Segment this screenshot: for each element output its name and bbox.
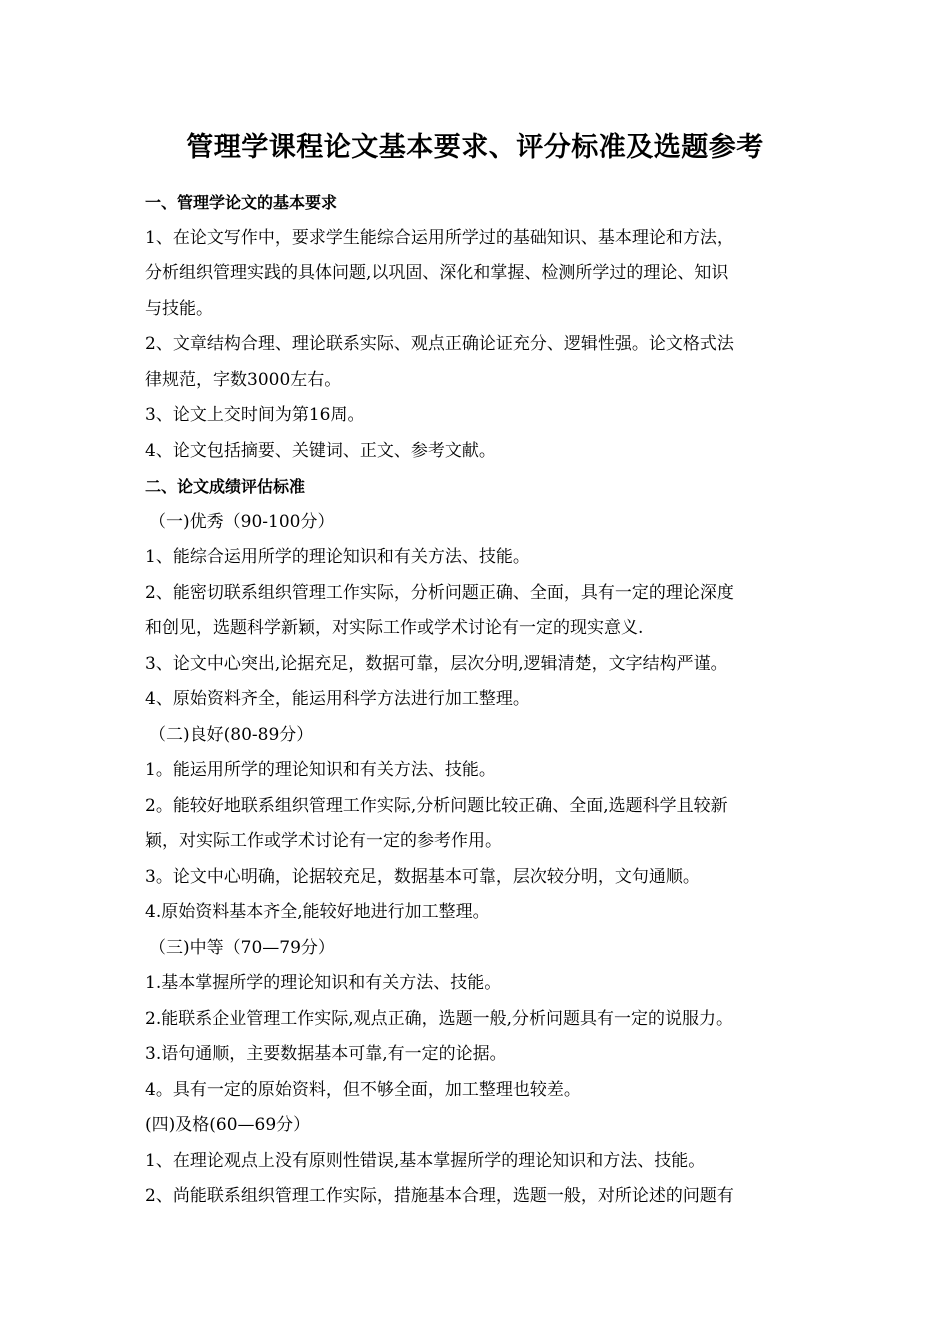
grade-subheading: （一)优秀（90-100分） (149, 511, 335, 532)
document-title: 管理学课程论文基本要求、评分标准及选题参考 (186, 132, 764, 163)
paragraph-line: 分析组织管理实践的具体问题,以巩固、深化和掌握、检测所学过的理论、知识 (145, 263, 729, 283)
paragraph-line: 4、论文包括摘要、关键词、正文、参考文献。 (145, 440, 496, 461)
paragraph-line: 4。具有一定的原始资料，但不够全面，加工整理也较差。 (145, 1079, 581, 1100)
paragraph-line: 4、原始资料齐全，能运用科学方法进行加工整理。 (145, 689, 530, 709)
paragraph-line: 3.语句通顺，主要数据基本可靠,有一定的论据。 (145, 1044, 507, 1064)
paragraph-line: (四)及格(60—69分） (145, 1115, 311, 1135)
document-body (145, 185, 810, 1215)
paragraph-line: 1.基本掌握所学的理论知识和有关方法、技能。 (145, 973, 502, 993)
paragraph-line: 1。能运用所学的理论知识和有关方法、技能。 (145, 760, 496, 780)
paragraph-line: 1、能综合运用所学的理论知识和有关方法、技能。 (145, 547, 530, 567)
grade-subheading: （二)良好(80-89分） (149, 724, 314, 745)
paragraph-line: 1、在理论观点上没有原则性错误,基本掌握所学的理论知识和方法、技能。 (145, 1150, 706, 1171)
paragraph-line: 2、文章结构合理、理论联系实际、观点正确论证充分、逻辑性强。论文格式法 (145, 334, 734, 354)
paragraph-line: 2。能较好地联系组织管理工作实际,分析问题比较正确、全面,选题科学且较新 (145, 795, 728, 816)
section-heading: 二、论文成绩评估标准 (145, 477, 306, 496)
paragraph-line: 4.原始资料基本齐全,能较好地进行加工整理。 (145, 902, 490, 922)
paragraph-line: 2、尚能联系组织管理工作实际，措施基本合理，选题一般，对所论述的问题有 (145, 1186, 734, 1206)
paragraph-line: 3。论文中心明确，论据较充足，数据基本可靠，层次较分明，文句通顺。 (145, 866, 700, 887)
paragraph-line: 3、论文上交时间为第16周。 (145, 405, 365, 425)
paragraph-line: 1、在论文写作中，要求学生能综合运用所学过的基础知识、基本理论和方法， (145, 227, 734, 248)
paragraph-line: 颖，对实际工作或学术讨论有一定的参考作用。 (145, 831, 502, 851)
paragraph-line: 与技能。 (145, 298, 213, 319)
paragraph-line: 律规范，字数3000左右。 (145, 369, 342, 390)
paragraph-line: 和创见，选题科学新颖，对实际工作或学术讨论有一定的现实意义. (145, 618, 644, 638)
paragraph-line: 2.能联系企业管理工作实际,观点正确，选题一般,分析问题具有一定的说服力。 (145, 1008, 734, 1029)
paragraph-line: 2、能密切联系组织管理工作实际，分析问题正确、全面，具有一定的理论深度 (145, 582, 734, 603)
grade-subheading: （三)中等（70—79分） (149, 937, 335, 958)
section-heading: 一、管理学论文的基本要求 (145, 193, 338, 212)
paragraph-line: 3、论文中心突出,论据充足，数据可靠，层次分明,逻辑清楚，文字结构严谨。 (145, 653, 728, 674)
